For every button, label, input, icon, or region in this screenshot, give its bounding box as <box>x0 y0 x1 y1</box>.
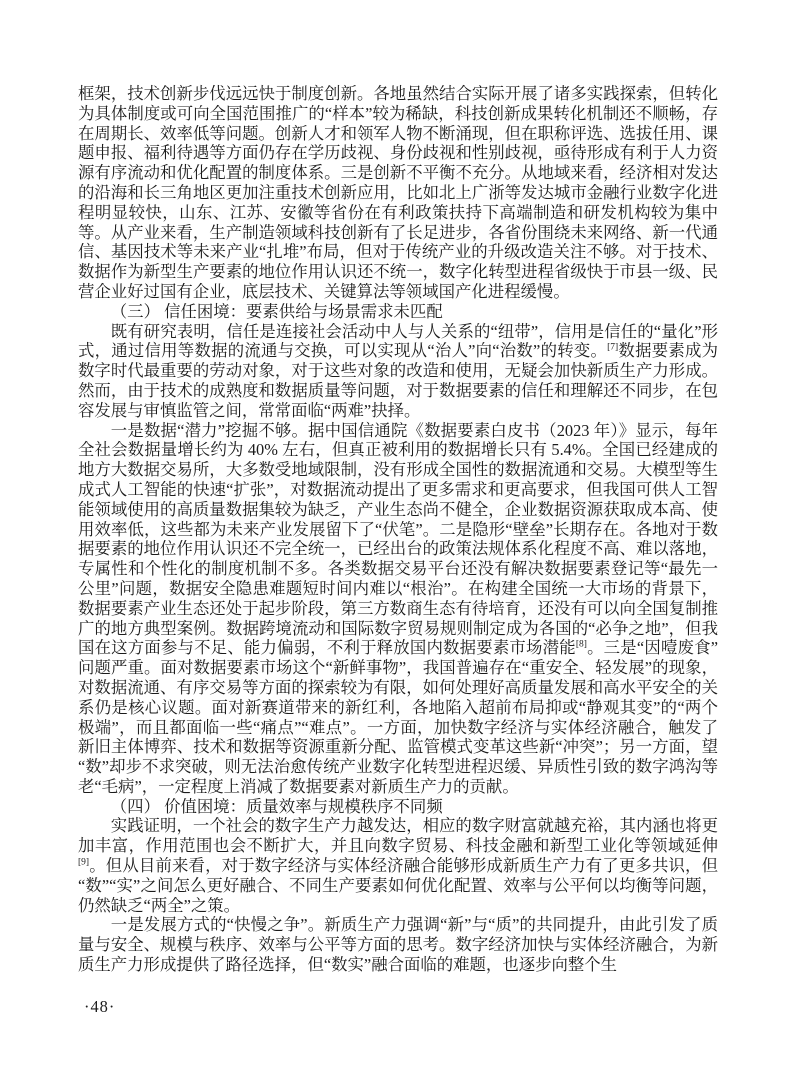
paragraph: 既有研究表明，信任是连接社会活动中人与人关系的“纽带”，信用是信任的“量化”形式，通过信用等数据的流通与交换，可以实现从“治人”向“治数”的转变。[7]数据要素成为数字时代最重要的劳动对象，对于这些对象的改造和使用，无疑会加快新质生产力形成。然而，由于技术的成熟度和数据质量等问题，对于数据要素的信任和理解还不同步，在包容发展与审慎监管之间，常常面临“两难”抉择。 <box>78 321 718 420</box>
paragraph: 框架，技术创新步伐远远快于制度创新。各地虽然结合实际开展了诸多实践探索，但转化为具体制度或可向全国范围推广的“样本”较为稀缺，科技创新成果转化机制还不顺畅，存在周期长、效率低等问题。创新人才和领军人物不断涌现，但在职称评选、选拔任用、课题申报、福利待遇等方面仍存在学历歧视、身份歧视和性别歧视，亟待形成有利于人力资源有序流动和优化配置的制度体系。三是创新不平衡不充分。从地域来看，经济相对发达的沿海和长三角地区更加注重技术创新应用，比如北上广浙等发达城市金融行业数字化进程明显较快，山东、江苏、安徽等省份在有利政策扶持下高端制造和研发机构较为集中等。从产业来看，生产制造领域科技创新有了长足进步，各省份围绕未来网络、新一代通信、基因技术等未来产业“扎堆”布局，但对于传统产业的升级改造关注不够。对于技术、数据作为新型生产要素的地位作用认识还不统一，数字化转型进程省级快于市县一级、民营企业好过国有企业，底层技术、关键算法等领域国产化进程缓慢。 <box>78 84 718 301</box>
paragraph: 实践证明，一个社会的数字生产力越发达，相应的数字财富就越充裕，其内涵也将更加丰富，作用范围也会不断扩大，并且向数字贸易、科技金融和新型工业化等领域延伸[9]。但从目前来看，对于数字经济与实体经济融合能够形成新质生产力有了更多共识，但“数”“实”之间怎么更好融合、不同生产要素如何优化配置、效率与公平何以均衡等问题，仍然缺乏“两全”之策。 <box>78 816 718 915</box>
page-text <box>78 84 718 975</box>
paragraph: 一是数据“潜力”挖掘不够。据中国信通院《数据要素白皮书（2023 年）》显示，每年全社会数据量增长约为 40% 左右，但真正被利用的数据增长只有 5.4%。全国已经建成的地方大数据交易所，大多数受地域限制，没有形成全国性的数据流通和交易。大模型等生成式人工智能的快速“扩张”，对数据流动提出了更多需求和更高要求，但我国可供人工智能领域使用的高质量数据集较为缺乏，产业生态尚不健全，企业数据资源获取成本高、使用效率低，这些都为未来产业发展留下了“伏笔”。二是隐形“壁垒”长期存在。各地对于数据要素的地位作用认识还不完全统一，已经出台的政策法规体系化程度不高、难以落地，专属性和个性化的制度机制不多。各类数据交易平台还没有解决数据要素登记等“最先一公里”问题，数据安全隐患难题短时间内难以“根治”。在构建全国统一大市场的背景下，数据要素产业生态还处于起步阶段，第三方数商生态有待培育，还没有可以向全国复制推广的地方典型案例。数据跨境流动和国际数字贸易规则制定成为各国的“必争之地”，但我国在这方面参与不足、能力偏弱，不利于释放国内数据要素市场潜能[8]。三是“因噎废食”问题严重。面对数据要素市场这个“新鲜事物”，我国普遍存在“重安全、轻发展”的现象，对数据流通、有序交易等方面的探索较为有限，如何处理好高质量发展和高水平安全的关系仍是核心议题。面对新赛道带来的新红利，各地陷入超前布局抑或“静观其变”的“两个极端”，而且都面临一些“痛点”“难点”。一方面，加快数字经济与实体经济融合，触发了新旧主体博弈、技术和数据等资源重新分配、监管模式变革这些新“冲突”；另一方面，望“数”却步不求突破，则无法治愈传统产业数字化转型进程迟缓、异质性引致的数字鸿沟等老“毛病”，一定程度上消减了数据要素对新质生产力的贡献。 <box>78 420 718 796</box>
footnote-ref: [8] <box>575 639 587 650</box>
paragraph: 一是发展方式的“快慢之争”。新质生产力强调“新”与“质”的共同提升，由此引发了质量与安全、规模与秩序、效率与公平等方面的思考。数字经济加快与实体经济融合，为新质生产力形成提供了路径选择，但“数实”融合面临的难题，也逐步向整个生 <box>78 915 718 975</box>
section-heading: （三） 信任困境：要素供给与场景需求未匹配 <box>110 301 443 321</box>
page-number: ·48· <box>84 997 116 1016</box>
footnote-ref: [7] <box>607 342 619 353</box>
section-heading: （四） 价值困境：质量效率与规模秩序不同频 <box>110 796 443 816</box>
footnote-ref: [9] <box>78 857 90 868</box>
